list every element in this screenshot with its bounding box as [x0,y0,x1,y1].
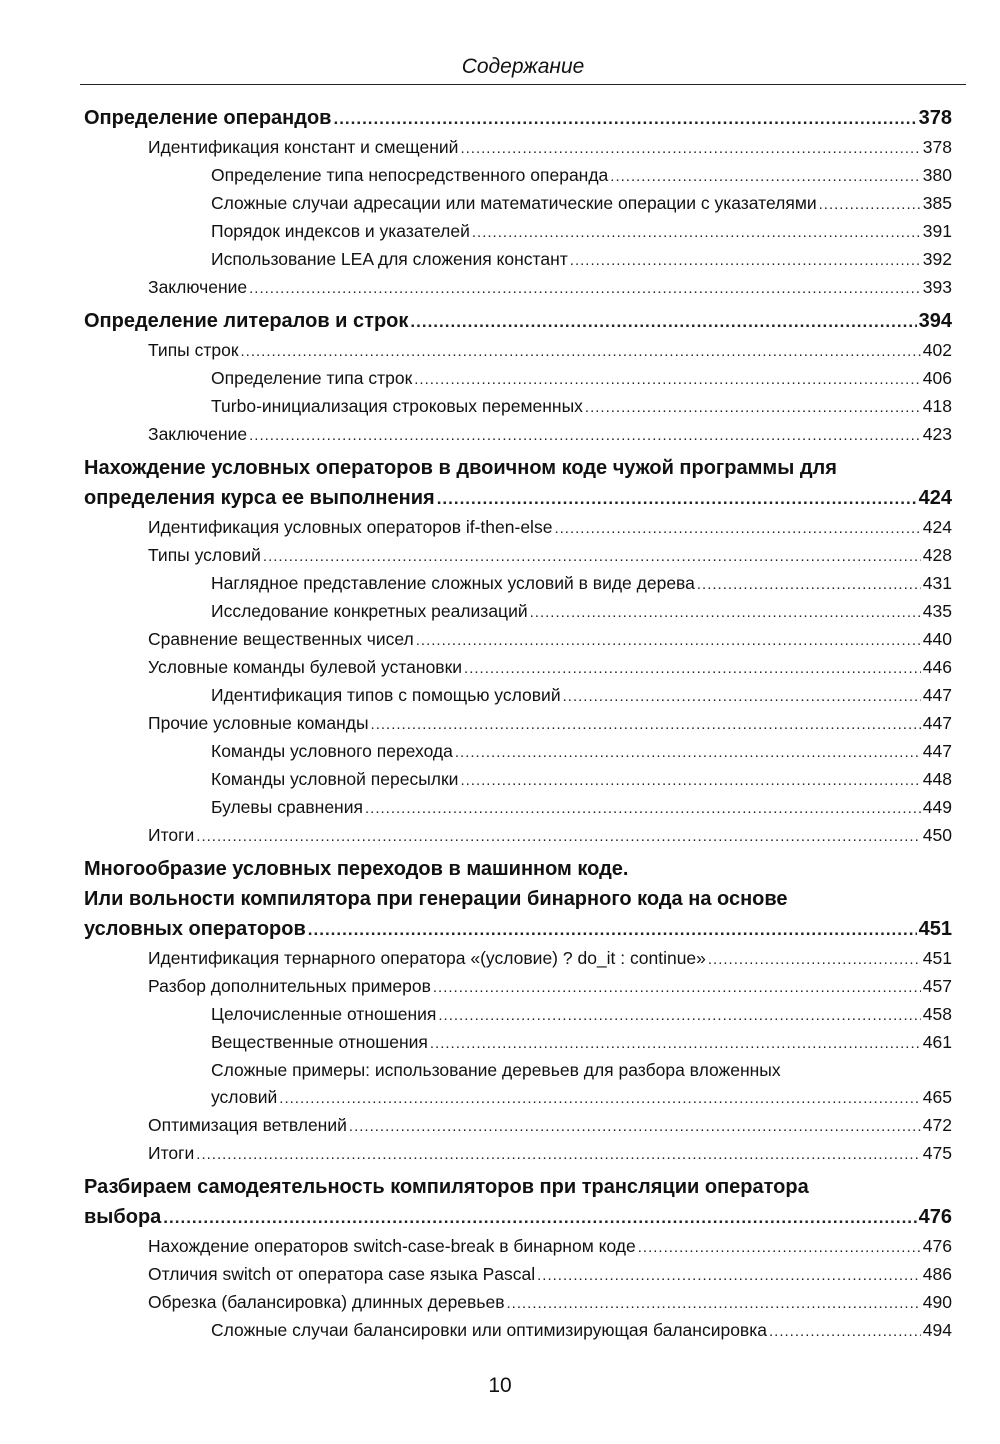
entry-page-number: 378 [918,107,952,129]
section-entry[interactable] [84,710,952,738]
chapter-title-line: Нахождение условных операторов в двоичном коде чужой программы для [84,457,837,479]
entry-title: Итоги [148,825,195,845]
entry-title: Команды условной пересылки [211,769,459,789]
leader-dots [365,795,921,822]
table-of-contents [84,103,952,1345]
entry-page-number: 394 [918,310,952,332]
entry-title: Заключение [148,277,248,297]
chapter-entry[interactable] [84,103,952,134]
entry-title: Обрезка (балансировка) длинных деревьев [148,1292,505,1312]
entry-page-number: 378 [922,137,952,157]
entry-page-number: 402 [922,340,952,360]
entry-title: Сложные случаи адресации или математические операции с указателями [211,193,817,213]
entry-page-number: 458 [922,1004,952,1024]
entry-title: условных операторов [84,918,306,940]
subsection-entry[interactable] [84,766,952,794]
entry-page-number: 451 [918,918,952,940]
entry-title: Идентификация типов с помощью условий [211,685,561,705]
leader-dots [455,739,921,766]
leader-dots [437,484,917,514]
running-header: Содержание [80,55,966,85]
entry-page-number: 448 [922,769,952,789]
entry-title: Определение типа непосредственного операнда [211,165,609,185]
leader-dots [530,599,921,626]
leader-dots [196,823,921,850]
entry-page-number: 423 [922,424,952,444]
entry-page-number: 385 [922,193,952,213]
entry-title: Использование LEA для сложения констант [211,249,568,269]
entry-page-number: 406 [922,368,952,388]
leader-dots [263,543,921,570]
chapter-title-line: Разбираем самодеятельность компиляторов при трансляции оператора [84,1176,809,1198]
subsection-entry[interactable] [84,1029,952,1057]
entry-page-number: 447 [922,685,952,705]
leader-dots [697,571,921,598]
section-entry[interactable] [84,1112,952,1140]
entry-title: Типы строк [148,340,239,360]
leader-dots [241,338,921,365]
entry-title: Идентификация условных операторов if-then-else [148,517,553,537]
leader-dots [638,1234,921,1261]
leader-dots [460,135,920,162]
subsection-entry[interactable] [84,794,952,822]
subsection-entry[interactable] [84,1001,952,1029]
entry-page-number: 450 [922,825,952,845]
subsection-entry[interactable] [84,162,952,190]
entry-page-number: 435 [922,601,952,621]
section-entry[interactable] [84,1140,952,1168]
leader-dots [563,683,921,710]
entry-title: выбора [84,1206,162,1228]
subsection-entry[interactable] [84,246,952,274]
entry-title: Вещественные отношения [211,1032,428,1052]
entry-page-number: 428 [922,545,952,565]
leader-dots [163,1203,916,1233]
entry-title-line: Сложные примеры: использование деревьев для разбора вложенных [211,1060,781,1080]
leader-dots [308,915,917,945]
entry-title: Turbo-инициализация строковых переменных [211,396,583,416]
entry-title: Сравнение вещественных чисел [148,629,414,649]
entry-page-number: 392 [922,249,952,269]
section-entry[interactable] [84,626,952,654]
leader-dots [610,163,921,190]
subsection-entry[interactable] [84,682,952,710]
leader-dots [249,275,921,302]
subsection-entry[interactable] [84,365,952,393]
entry-page-number: 490 [922,1292,952,1312]
entry-title: Прочие условные команды [148,713,369,733]
leader-dots [279,1085,921,1112]
entry-page-number: 424 [918,487,952,509]
subsection-entry[interactable] [84,738,952,766]
leader-dots [414,366,921,393]
entry-page-number: 424 [922,517,952,537]
leader-dots [371,711,921,738]
entry-page-number: 476 [918,1206,952,1228]
leader-dots [464,655,921,682]
section-entry[interactable] [84,421,952,449]
entry-title: Нахождение операторов switch-case-break в бинарном коде [148,1236,636,1256]
section-entry[interactable] [84,822,952,850]
chapter-entry[interactable] [84,483,952,514]
section-entry[interactable] [84,274,952,302]
leader-dots [507,1290,921,1317]
entry-page-number: 446 [922,657,952,677]
leader-dots [433,974,921,1001]
leader-dots [585,394,921,421]
entry-title: Определение литералов и строк [84,310,409,332]
section-entry[interactable] [84,542,952,570]
entry-title: Идентификация тернарного оператора «(условие) ? do_it : continue» [148,948,706,968]
section-entry[interactable] [84,134,952,162]
leader-dots [410,307,916,337]
entry-page-number: 447 [922,741,952,761]
entry-page-number: 393 [922,277,952,297]
entry-page-number: 475 [922,1143,952,1163]
leader-dots [708,946,921,973]
subsection-entry[interactable] [84,393,952,421]
subsection-entry[interactable] [84,218,952,246]
subsection-entry[interactable] [84,190,952,218]
page-number: 10 [488,1374,512,1397]
entry-title: Наглядное представление сложных условий в виде дерева [211,573,695,593]
entry-page-number: 449 [922,797,952,817]
entry-title: Типы условий [148,545,261,565]
leader-dots [819,191,921,218]
entry-page-number: 440 [922,629,952,649]
entry-page-number: 494 [922,1320,952,1340]
section-entry[interactable] [84,1261,952,1289]
chapter-entry[interactable] [84,914,952,945]
leader-dots [769,1318,921,1345]
leader-dots [537,1262,921,1289]
leader-dots [570,247,921,274]
section-entry[interactable] [84,1289,952,1317]
entry-title: Оптимизация ветвлений [148,1115,347,1135]
entry-page-number: 476 [922,1236,952,1256]
entry-title: Идентификация констант и смещений [148,137,459,157]
entry-page-number: 451 [922,948,952,968]
entry-page-number: 431 [922,573,952,593]
leader-dots [333,104,916,134]
section-entry[interactable] [84,654,952,682]
entry-title: Итоги [148,1143,195,1163]
entry-page-number: 461 [922,1032,952,1052]
entry-title: Команды условного перехода [211,741,453,761]
chapter-title-line: Или вольности компилятора при генерации бинарного кода на основе [84,888,788,910]
entry-title: Условные команды булевой установки [148,657,463,677]
entry-page-number: 380 [922,165,952,185]
entry-page-number: 486 [922,1264,952,1284]
entry-title: Целочисленные отношения [211,1004,437,1024]
entry-title: Сложные случаи балансировки или оптимизирующая балансировка [211,1320,768,1340]
section-entry[interactable] [84,945,952,973]
entry-title: Порядок индексов и указателей [211,221,470,241]
entry-title: Отличия switch от оператора case языка Pascal [148,1264,536,1284]
section-entry[interactable] [84,1233,952,1261]
leader-dots [460,767,920,794]
leader-dots [472,219,921,246]
entry-page-number: 418 [922,396,952,416]
section-entry[interactable] [84,514,952,542]
entry-title: условий [211,1087,278,1107]
chapter-entry[interactable] [84,306,952,337]
entry-title: Разбор дополнительных примеров [148,976,431,996]
entry-page-number: 457 [922,976,952,996]
leader-dots [430,1030,921,1057]
subsection-entry[interactable] [84,570,952,598]
entry-page-number: 465 [922,1087,952,1107]
entry-title: Заключение [148,424,248,444]
entry-page-number: 391 [922,221,952,241]
entry-title: Определение операндов [84,107,332,129]
chapter-title-line: Многообразие условных переходов в машинном коде. [84,858,629,880]
entry-page-number: 472 [922,1115,952,1135]
section-entry[interactable] [84,973,952,1001]
entry-page-number: 447 [922,713,952,733]
leader-dots [349,1113,921,1140]
leader-dots [416,627,921,654]
section-entry[interactable] [84,337,952,365]
leader-dots [249,422,921,449]
entry-title: определения курса ее выполнения [84,487,435,509]
entry-title: Исследование конкретных реализаций [211,601,528,621]
leader-dots [196,1141,921,1168]
entry-title: Булевы сравнения [211,797,363,817]
subsection-entry[interactable] [84,1084,952,1112]
entry-title: Определение типа строк [211,368,413,388]
chapter-entry[interactable] [84,1202,952,1233]
subsection-entry[interactable] [84,598,952,626]
leader-dots [438,1002,920,1029]
subsection-entry[interactable] [84,1317,952,1345]
leader-dots [554,515,920,542]
